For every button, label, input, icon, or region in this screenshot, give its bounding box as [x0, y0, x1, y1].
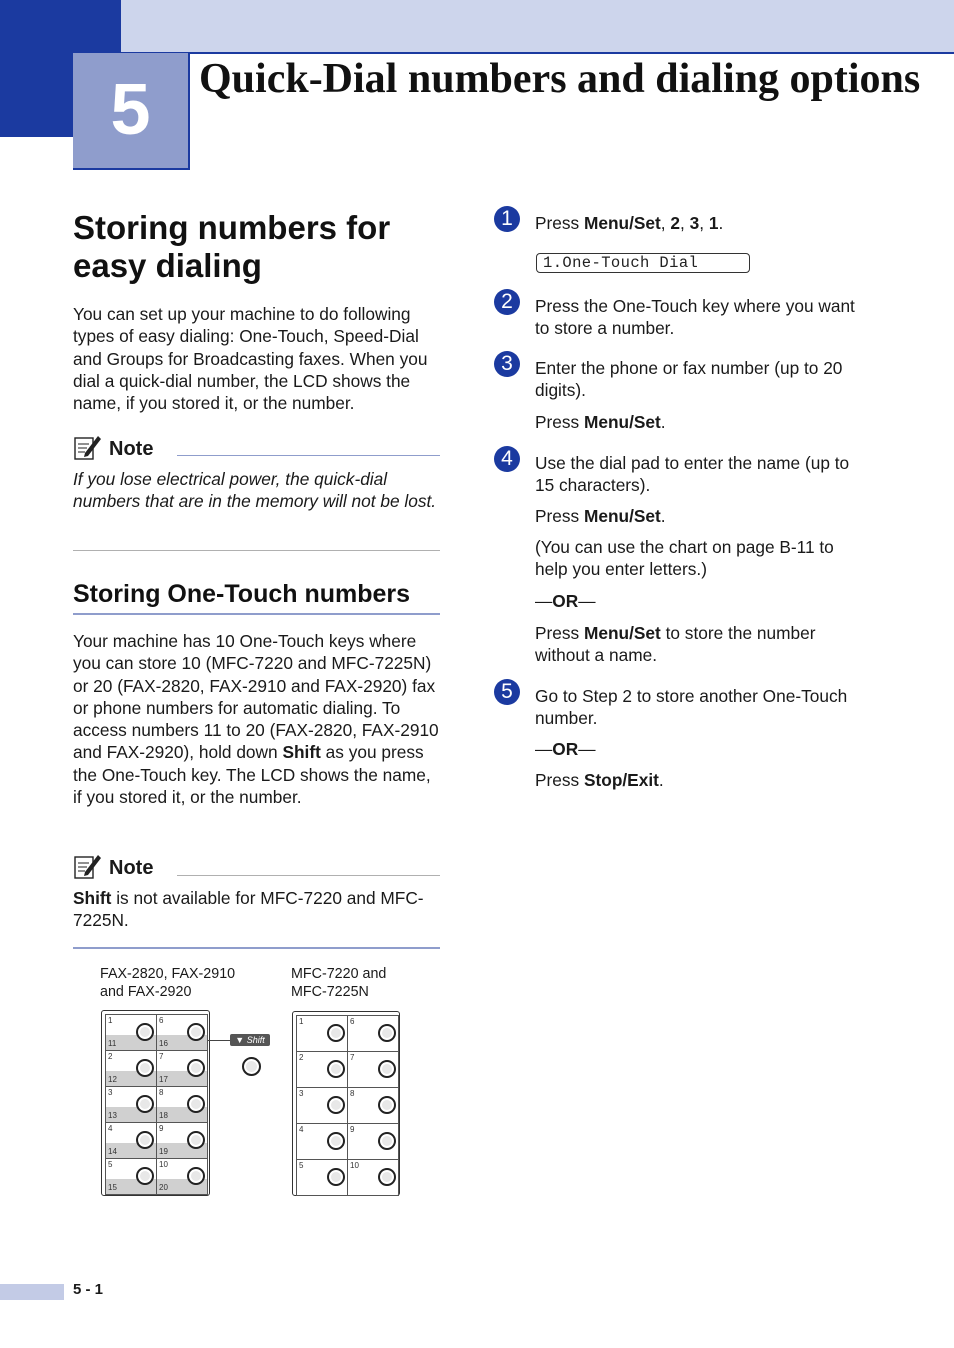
- one-touch-key-cell: [296, 1123, 348, 1160]
- key-number-label: 2: [108, 1052, 113, 1061]
- note-pencil-icon: [73, 852, 103, 880]
- one-touch-key-button[interactable]: [327, 1024, 345, 1042]
- key-shift-number-label: 16: [159, 1039, 168, 1048]
- key-number-label: 5: [108, 1160, 113, 1169]
- note-box-1: [73, 433, 440, 461]
- page-number: 5 - 1: [73, 1281, 104, 1298]
- note-end-rule: [73, 550, 440, 551]
- step-number-2: 2: [494, 289, 520, 315]
- one-touch-key-cell: [105, 1014, 157, 1051]
- one-touch-key-cell: [347, 1123, 399, 1160]
- step-4-alt: Press Menu/Set to store the number without a name.: [535, 623, 816, 666]
- key-shift-number-label: 17: [159, 1075, 168, 1084]
- key-shift-number-label: 12: [108, 1075, 117, 1084]
- key-number-label: 3: [108, 1088, 113, 1097]
- one-touch-key-cell: [347, 1087, 399, 1124]
- one-touch-key-cell: [156, 1158, 208, 1195]
- key-number-label: 10: [350, 1161, 359, 1170]
- note-pencil-icon: [73, 433, 103, 461]
- key-number-label: 2: [299, 1053, 304, 1062]
- one-touch-key-cell: [296, 1159, 348, 1196]
- one-touch-body-text: Your machine has 10 One-Touch keys where you can store 10 (MFC-7220 and MFC-7225N) or 20 (FAX-2820, FAX-2910 and FAX-2920) fax or phone numbers for automatic dialing. To access numbers 11 to 20 (FAX-2820, FAX-2910 and FAX-2920), hold down Shift as you press the One-Touch key. The LCD shows the name, if you stored it, or the number.: [73, 631, 439, 808]
- one-touch-keypad-mfc: [292, 1011, 400, 1196]
- note-label: Note: [109, 857, 154, 879]
- step-2-text: Press the One-Touch key where you want to store a number.: [535, 296, 855, 339]
- shift-label: ▼ Shift: [230, 1034, 270, 1046]
- section-intro-text: You can set up your machine to do following types of easy dialing: One-Touch, Speed-Dial and Groups for Broadcasting faxes. When you dial a quick-dial number, the LCD shows the name, if you stored it, or the number.: [73, 304, 428, 414]
- shift-arrow-icon: ▼: [235, 1035, 245, 1045]
- one-touch-key-button[interactable]: [327, 1060, 345, 1078]
- one-touch-key-cell: [105, 1122, 157, 1159]
- note-label: Note: [109, 438, 154, 460]
- chapter-title: Quick-Dial numbers and dialing options: [199, 56, 921, 102]
- one-touch-key-button[interactable]: [187, 1059, 205, 1077]
- chapter-number: 5: [73, 53, 190, 170]
- section-rule: [73, 613, 440, 615]
- one-touch-key-button[interactable]: [136, 1095, 154, 1113]
- one-touch-key-button[interactable]: [378, 1096, 396, 1114]
- key-number-label: 4: [108, 1124, 113, 1133]
- shift-connector: [208, 1040, 232, 1041]
- key-number-label: 9: [159, 1124, 164, 1133]
- step-number-3: 3: [494, 351, 520, 377]
- step-1-text: Press Menu/Set, 2, 3, 1.: [535, 213, 724, 233]
- step-3-text: Enter the phone or fax number (up to 20 digits).: [535, 358, 843, 401]
- key-shift-number-label: 13: [108, 1111, 117, 1120]
- key-number-label: 3: [299, 1089, 304, 1098]
- section-title-one-touch: Storing One-Touch numbers: [73, 580, 411, 608]
- one-touch-key-button[interactable]: [187, 1095, 205, 1113]
- one-touch-key-button[interactable]: [187, 1131, 205, 1149]
- one-touch-key-button[interactable]: [187, 1023, 205, 1041]
- step-number-4: 4: [494, 446, 520, 472]
- step-3-press: Press Menu/Set.: [535, 412, 666, 432]
- one-touch-key-cell: [296, 1087, 348, 1124]
- step-4-chart-hint: (You can use the chart on page B-11 to help you enter letters.): [535, 537, 834, 580]
- key-shift-number-label: 18: [159, 1111, 168, 1120]
- one-touch-key-button[interactable]: [136, 1059, 154, 1077]
- key-number-label: 6: [159, 1016, 164, 1025]
- key-shift-number-label: 11: [108, 1039, 117, 1048]
- one-touch-key-cell: [156, 1014, 208, 1051]
- one-touch-key-cell: [296, 1015, 348, 1052]
- note-text-shift: Shift is not available for MFC-7220 and MFC-7225N.: [73, 888, 424, 931]
- one-touch-key-button[interactable]: [136, 1167, 154, 1185]
- step-4-or: —OR—: [535, 591, 596, 611]
- one-touch-key-cell: [156, 1122, 208, 1159]
- one-touch-key-button[interactable]: [378, 1024, 396, 1042]
- one-touch-keypad-fax: [101, 1010, 210, 1196]
- one-touch-key-cell: [105, 1050, 157, 1087]
- one-touch-key-cell: [296, 1051, 348, 1088]
- key-number-label: 5: [299, 1161, 304, 1170]
- key-number-label: 7: [350, 1053, 355, 1062]
- footer-bar: [0, 1284, 64, 1300]
- header-light-band: [121, 0, 954, 52]
- lcd-display: 1.One-Touch Dial: [536, 253, 750, 273]
- key-number-label: 10: [159, 1160, 168, 1169]
- note-end-rule: [73, 947, 440, 949]
- key-shift-number-label: 19: [159, 1147, 168, 1156]
- key-number-label: 1: [108, 1016, 113, 1025]
- key-number-label: 4: [299, 1125, 304, 1134]
- one-touch-key-button[interactable]: [378, 1060, 396, 1078]
- step-number-5: 5: [494, 679, 520, 705]
- keypad-caption-fax: FAX-2820, FAX-2910 and FAX-2920: [100, 966, 236, 1000]
- one-touch-key-button[interactable]: [187, 1167, 205, 1185]
- key-number-label: 6: [350, 1017, 355, 1026]
- one-touch-key-button[interactable]: [378, 1168, 396, 1186]
- header-rule: [121, 52, 954, 54]
- key-number-label: 8: [159, 1088, 164, 1097]
- key-number-label: 1: [299, 1017, 304, 1026]
- note-rule: [177, 875, 440, 876]
- one-touch-key-button[interactable]: [327, 1168, 345, 1186]
- step-5-press: Press Stop/Exit.: [535, 770, 664, 790]
- one-touch-key-button[interactable]: [327, 1096, 345, 1114]
- key-number-label: 8: [350, 1089, 355, 1098]
- one-touch-key-cell: [347, 1015, 399, 1052]
- key-shift-number-label: 14: [108, 1147, 117, 1156]
- one-touch-key-button[interactable]: [327, 1132, 345, 1150]
- key-number-label: 9: [350, 1125, 355, 1134]
- step-5-or: —OR—: [535, 739, 596, 759]
- one-touch-key-cell: [105, 1086, 157, 1123]
- one-touch-key-cell: [156, 1050, 208, 1087]
- note-text-power: If you lose electrical power, the quick-dial numbers that are in the memory will not be lost.: [73, 469, 437, 512]
- note-rule: [177, 455, 440, 456]
- one-touch-key-cell: [347, 1051, 399, 1088]
- step-5-text: Go to Step 2 to store another One-Touch number.: [535, 686, 848, 729]
- step-4-text: Use the dial pad to enter the name (up to 15 characters).: [535, 453, 850, 496]
- shift-key-button[interactable]: [242, 1057, 261, 1076]
- key-shift-number-label: 20: [159, 1183, 168, 1192]
- one-touch-key-button[interactable]: [378, 1132, 396, 1150]
- section-title-easy-dialing: Storing numbers for easy dialing: [73, 209, 391, 284]
- one-touch-key-button[interactable]: [136, 1023, 154, 1041]
- key-shift-number-label: 15: [108, 1183, 117, 1192]
- step-number-1: 1: [494, 206, 520, 232]
- one-touch-key-cell: [105, 1158, 157, 1195]
- one-touch-key-cell: [156, 1086, 208, 1123]
- one-touch-key-cell: [347, 1159, 399, 1196]
- step-4-press: Press Menu/Set.: [535, 506, 666, 526]
- keypad-caption-mfc: MFC-7220 and MFC-7225N: [291, 966, 387, 1000]
- one-touch-key-button[interactable]: [136, 1131, 154, 1149]
- key-number-label: 7: [159, 1052, 164, 1061]
